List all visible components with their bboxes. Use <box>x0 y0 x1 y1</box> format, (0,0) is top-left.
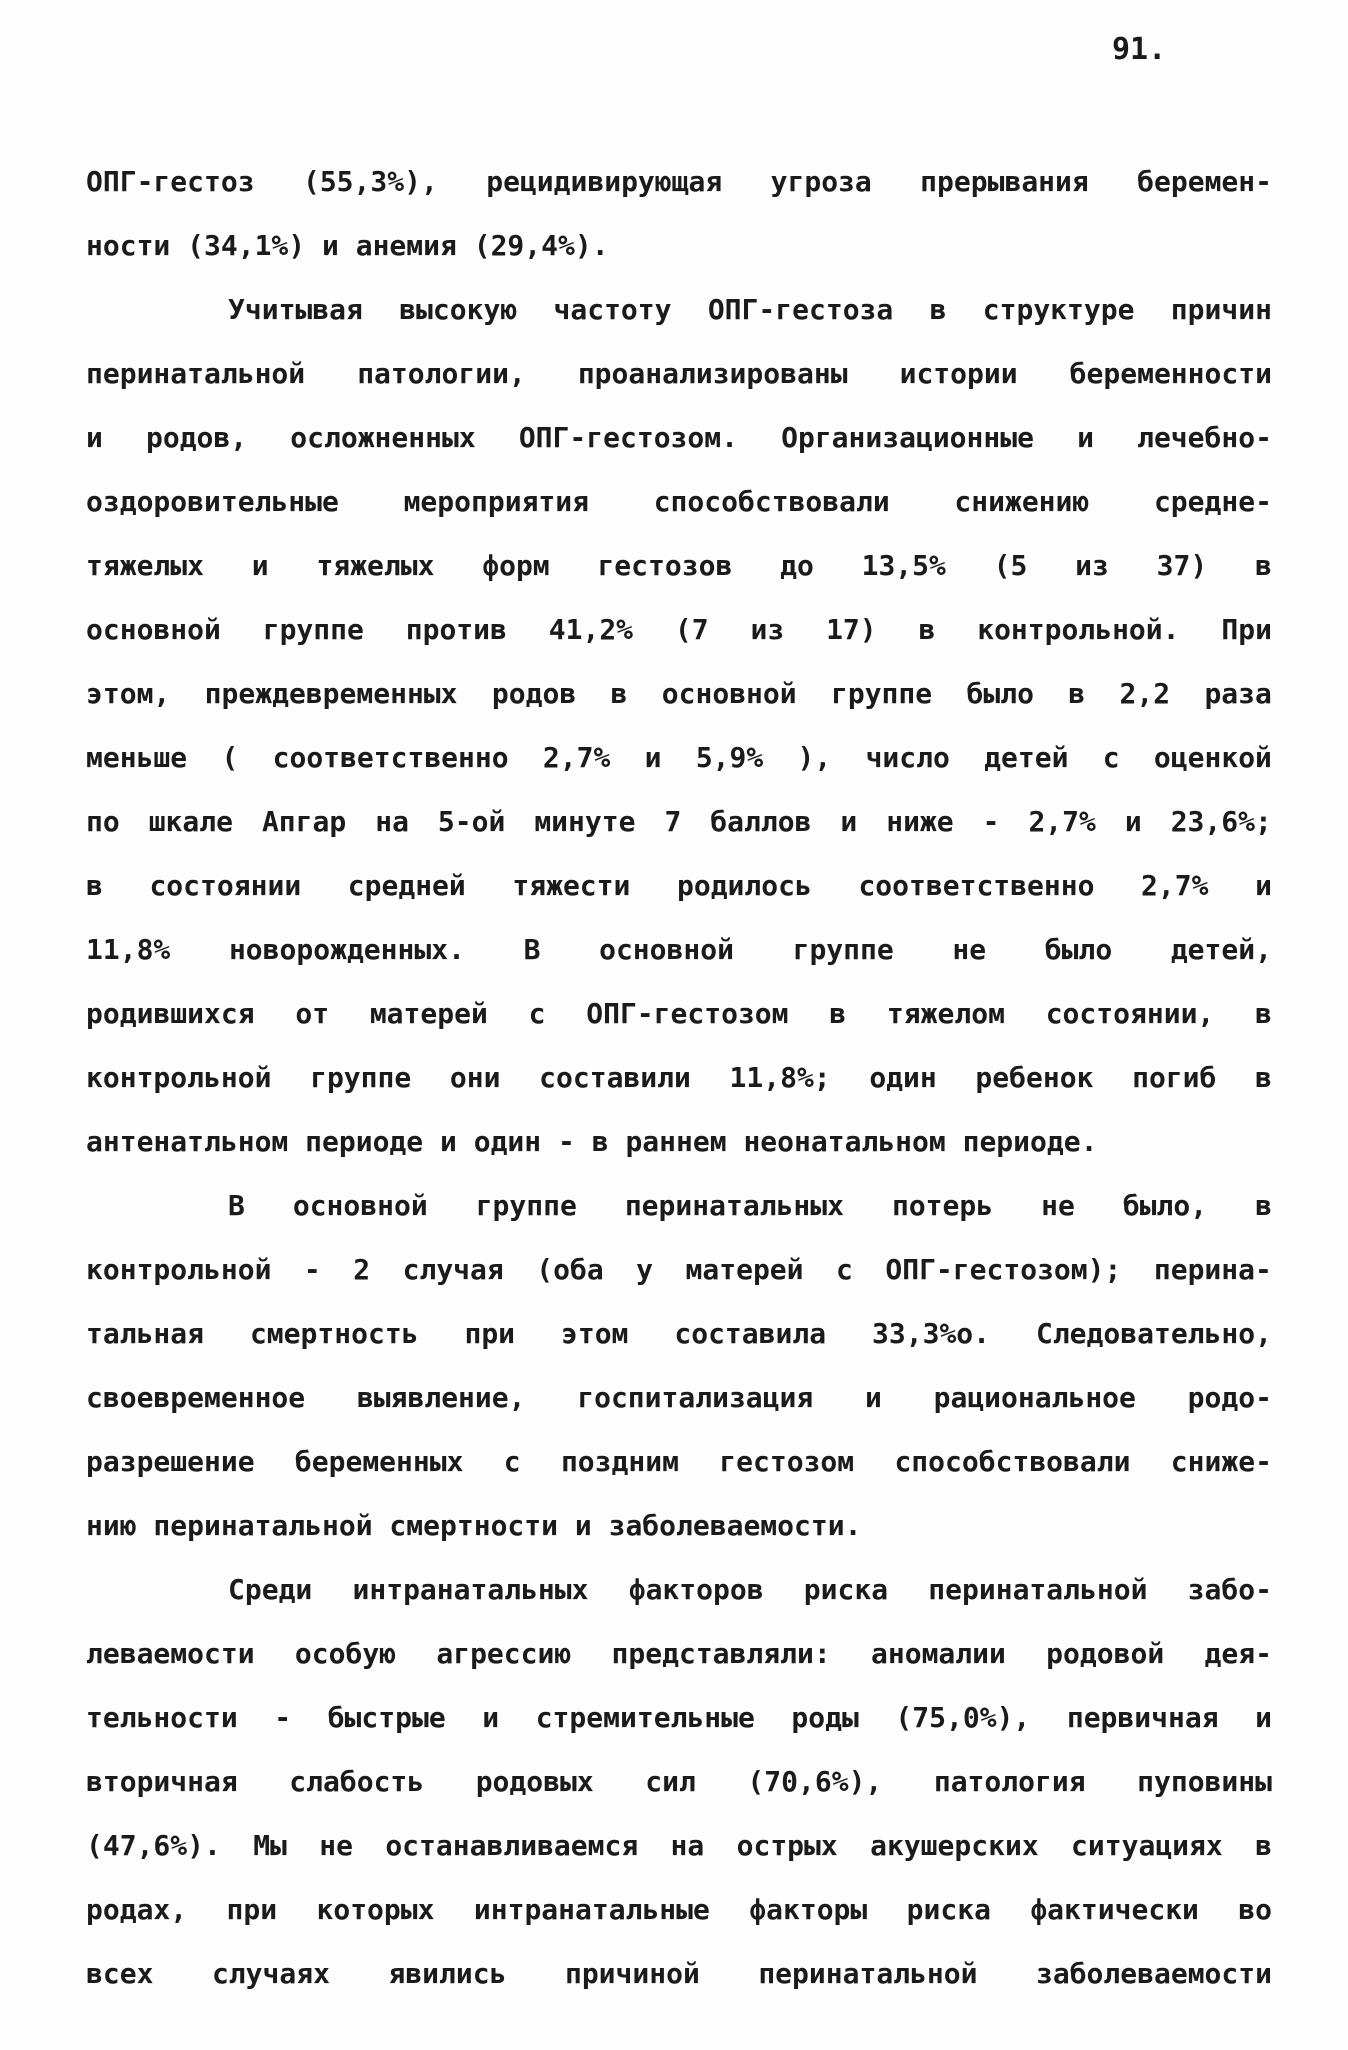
text-line <box>86 470 1272 534</box>
word: стремительные <box>535 1701 755 1734</box>
word: леваемости <box>86 1637 255 1670</box>
word: на <box>375 805 409 838</box>
word: составила <box>674 1317 827 1350</box>
word: число <box>865 741 950 774</box>
word: детей <box>984 741 1069 774</box>
word: группе <box>262 613 364 646</box>
word: тяжелых <box>316 549 435 582</box>
word: (75,0%), <box>895 1701 1031 1734</box>
word: способствовали <box>653 485 890 518</box>
word: с <box>528 997 546 1030</box>
word: в <box>1255 1061 1272 1094</box>
word: ), <box>797 741 832 774</box>
text-line <box>86 278 1272 342</box>
word: острых <box>736 1829 838 1862</box>
word: 2,7% <box>1141 869 1209 902</box>
word: 11,8%; <box>729 1061 831 1094</box>
text-line <box>86 1622 1272 1686</box>
word: Мы <box>253 1829 287 1862</box>
word: - <box>274 1701 292 1734</box>
word: особую <box>294 1637 397 1670</box>
word: мероприятия <box>403 485 589 518</box>
word: выявление, <box>356 1381 526 1414</box>
word: основной <box>661 677 797 710</box>
word: (7 <box>674 613 709 646</box>
word: при <box>226 1893 278 1926</box>
word: интранатальные <box>473 1893 710 1926</box>
text-line <box>86 1558 1272 1622</box>
word: частоту <box>553 293 672 326</box>
word: по <box>86 805 120 838</box>
word: средне- <box>1153 485 1272 518</box>
word: этом, <box>86 677 171 710</box>
word: 17) <box>826 613 877 646</box>
word: родовых <box>475 1765 594 1798</box>
word: угроза <box>770 165 872 198</box>
word: (55,3%), <box>302 165 438 198</box>
word: тальная <box>86 1317 205 1350</box>
word: состоянии <box>149 869 302 902</box>
word: патологии, <box>357 357 526 390</box>
word: сил <box>645 1765 696 1798</box>
word: родившихся <box>86 997 255 1030</box>
word: гестозом <box>719 1445 855 1478</box>
text-line <box>86 1942 1272 2006</box>
word: роды <box>791 1701 859 1734</box>
word: В <box>523 933 541 966</box>
word: родо- <box>1187 1381 1272 1414</box>
word: - <box>982 805 1000 838</box>
text-line <box>86 1750 1272 1814</box>
text-line <box>86 150 1272 214</box>
word: родовой <box>1046 1637 1165 1670</box>
word: Следовательно, <box>1035 1317 1272 1350</box>
text-line <box>86 1430 1272 1494</box>
word: 41,2% <box>548 613 634 646</box>
word: погиб <box>1132 1061 1217 1094</box>
word: форм <box>482 549 550 582</box>
word: - <box>303 1253 321 1286</box>
word: перина- <box>1153 1253 1272 1286</box>
word: перинатальных <box>624 1189 844 1222</box>
word: и <box>482 1701 500 1734</box>
word: минуте <box>534 805 636 838</box>
word: ОПГ-гестозом <box>586 997 789 1030</box>
text-line <box>86 726 1272 790</box>
word: Учитывая <box>228 293 363 326</box>
word: ОПГ-гестоза <box>707 293 894 326</box>
word: 23,6%; <box>1170 805 1272 838</box>
word: рациональное <box>933 1381 1136 1414</box>
word: заболеваемости <box>1035 1957 1272 1990</box>
word: госпитализация <box>577 1381 814 1414</box>
text-line <box>86 1174 1272 1238</box>
text-line <box>86 790 1272 854</box>
word: причин <box>1170 293 1272 326</box>
word: структуре <box>982 293 1135 326</box>
word: перинатальной <box>928 1573 1148 1606</box>
word: группе <box>475 1189 577 1222</box>
word: ОПГ-гестоз <box>86 165 255 198</box>
word: родов, <box>145 421 248 454</box>
word: вторичная <box>86 1765 238 1798</box>
word: 7 <box>664 805 682 838</box>
word: Организационные <box>781 421 1034 454</box>
word: поздним <box>560 1445 679 1478</box>
word: проанализированы <box>577 357 848 390</box>
word: и <box>1255 1701 1272 1734</box>
text-line <box>86 662 1272 726</box>
word: в <box>1068 677 1086 710</box>
word: из <box>1075 549 1109 582</box>
word: не <box>952 933 987 966</box>
word: перинатальной <box>758 1957 978 1990</box>
word: риска <box>803 1573 889 1606</box>
word: преждевременных <box>204 677 458 710</box>
text-line: нию перинатальной смертности и заболеваемости. <box>86 1509 862 1542</box>
word: было, <box>1122 1189 1208 1222</box>
word: группе <box>830 677 933 710</box>
word: причиной <box>564 1957 700 1990</box>
word: фактически <box>1030 1893 1199 1926</box>
word: рецидивирующая <box>486 165 723 198</box>
word: явились <box>388 1957 507 1990</box>
text-line <box>86 1238 1272 1302</box>
word: контрольной <box>86 1253 272 1286</box>
word: Среди <box>228 1573 313 1606</box>
word: 33,3%о. <box>872 1317 991 1350</box>
text-line <box>86 1814 1272 1878</box>
word: факторов <box>628 1573 764 1606</box>
word: сниже- <box>1170 1445 1272 1478</box>
word: риска <box>906 1893 991 1926</box>
word: и <box>251 549 269 582</box>
word: быстрые <box>327 1701 446 1734</box>
word: 2 <box>353 1253 371 1286</box>
text-line <box>86 982 1272 1046</box>
text-line: антенатльном периоде и один - в раннем неонатальном периоде. <box>86 1125 1098 1158</box>
word: дея- <box>1204 1637 1272 1670</box>
word: 11,8% <box>86 933 171 966</box>
word: основной <box>599 933 734 966</box>
word: беремен- <box>1137 165 1272 198</box>
word: меньше <box>86 741 188 774</box>
word: осложненных <box>290 421 476 454</box>
word: первичная <box>1066 1701 1219 1734</box>
word: основной <box>292 1189 428 1222</box>
word: 5,9% <box>695 741 764 774</box>
word: (70,6%), <box>747 1765 883 1798</box>
word: контрольной. <box>977 613 1180 646</box>
word: состоянии, <box>1045 997 1215 1030</box>
word: до <box>780 549 814 582</box>
word: 5-ой <box>437 805 506 838</box>
word: из <box>750 613 785 646</box>
word: В <box>228 1189 245 1222</box>
word: тяжести <box>512 869 631 902</box>
word: высокую <box>399 293 518 326</box>
word: у <box>636 1253 654 1286</box>
word: ОПГ-гестозом. <box>518 421 738 454</box>
word: пуповины <box>1137 1765 1272 1798</box>
word: родах, <box>86 1893 188 1926</box>
word: акушерских <box>870 1829 1039 1862</box>
word: тяжелых <box>86 549 205 582</box>
word: баллов <box>710 805 812 838</box>
text-line <box>86 854 1272 918</box>
word: ( <box>221 741 239 774</box>
word: в <box>918 613 936 646</box>
word: (оба <box>536 1253 604 1286</box>
word: контрольной <box>86 1061 272 1094</box>
text-line <box>86 1302 1272 1366</box>
word: ребенок <box>975 1061 1094 1094</box>
word: всех <box>86 1957 154 1990</box>
word: группе <box>310 1061 412 1094</box>
word: тяжелом <box>886 997 1005 1030</box>
word: на <box>670 1829 705 1862</box>
word: и <box>1124 805 1142 838</box>
word: слабость <box>289 1765 425 1798</box>
word: в <box>1255 997 1272 1030</box>
word: перинатальной <box>86 357 306 390</box>
word: в <box>1255 549 1272 582</box>
word: и <box>86 421 103 454</box>
word: факторы <box>749 1893 868 1926</box>
word: интранатальных <box>352 1573 589 1606</box>
word: соответственно <box>858 869 1095 902</box>
word: 37) <box>1156 549 1208 582</box>
word: детей, <box>1170 933 1272 966</box>
word: было <box>1044 933 1113 966</box>
word: средней <box>347 869 466 902</box>
word: лечебно- <box>1137 421 1272 454</box>
word: ОПГ-гестозом); <box>885 1253 1122 1286</box>
word: 2,7% <box>1028 805 1096 838</box>
word: матерей <box>685 1253 804 1286</box>
word: гестозов <box>597 549 733 582</box>
word: 2,7% <box>542 741 611 774</box>
word: 13,5% <box>861 549 946 582</box>
word: и <box>840 805 858 838</box>
word: способствовали <box>894 1445 1131 1478</box>
text-line <box>86 1686 1272 1750</box>
word: агрессию <box>436 1637 572 1670</box>
word: этом <box>560 1317 629 1350</box>
word: составили <box>539 1061 691 1094</box>
word: останавливаемся <box>385 1829 639 1862</box>
word: раза <box>1204 677 1272 710</box>
word: разрешение <box>86 1445 255 1478</box>
word: и <box>644 741 662 774</box>
word: в <box>610 677 628 710</box>
word: в <box>1255 1829 1272 1862</box>
word: не <box>319 1829 353 1862</box>
word: не <box>1041 1189 1075 1222</box>
text-line: ности (34,1%) и анемия (29,4%). <box>86 229 609 262</box>
word: снижению <box>954 485 1090 518</box>
word: и <box>1255 869 1272 902</box>
word: оздоровительные <box>86 485 339 518</box>
word: в <box>829 997 847 1030</box>
word: основной <box>86 613 221 646</box>
word: патология <box>933 1765 1086 1798</box>
word: группе <box>792 933 894 966</box>
word: с <box>1102 741 1120 774</box>
word: родилось <box>676 869 812 902</box>
word: случаях <box>211 1957 330 1990</box>
word: своевременное <box>86 1381 306 1414</box>
word: беременных <box>294 1445 464 1478</box>
word: новорожденных. <box>228 933 465 966</box>
word: один <box>869 1061 937 1094</box>
word: с <box>503 1445 521 1478</box>
word: представляли: <box>611 1637 831 1670</box>
word: (47,6%). <box>86 1829 221 1862</box>
word: было <box>966 677 1034 710</box>
word: оценкой <box>1153 741 1272 774</box>
text-line <box>86 534 1272 598</box>
text-line <box>86 1046 1272 1110</box>
word: и <box>1077 421 1094 454</box>
word: аномалии <box>871 1637 1006 1670</box>
word: которых <box>316 1893 435 1926</box>
word: в <box>929 293 947 326</box>
text-line <box>86 598 1272 662</box>
word: во <box>1238 1893 1272 1926</box>
word: родов <box>491 677 577 710</box>
word: от <box>295 997 330 1030</box>
word: против <box>405 613 507 646</box>
text-line <box>86 918 1272 982</box>
word: беременности <box>1069 357 1272 390</box>
page-number: 91. <box>1112 32 1167 67</box>
word: 2,2 <box>1119 677 1171 710</box>
text-line <box>86 1366 1272 1430</box>
word: забо- <box>1187 1573 1272 1606</box>
word: случая <box>402 1253 504 1286</box>
body-text <box>86 150 1272 2006</box>
text-line <box>86 1878 1272 1942</box>
word: с <box>836 1253 853 1286</box>
word: и <box>865 1381 882 1414</box>
text-line <box>86 406 1272 470</box>
word: ситуациях <box>1071 1829 1223 1862</box>
word: в <box>86 869 103 902</box>
word: прерывания <box>920 165 1089 198</box>
word: ниже <box>886 805 954 838</box>
word: они <box>449 1061 501 1094</box>
word: истории <box>899 357 1018 390</box>
word: (5 <box>993 549 1028 582</box>
text-line <box>86 342 1272 406</box>
word: соответственно <box>272 741 509 774</box>
word: матерей <box>369 997 488 1030</box>
word: шкале <box>148 805 233 838</box>
word: тельности <box>86 1701 238 1734</box>
word: смертность <box>249 1317 419 1350</box>
word: в <box>1255 1189 1272 1222</box>
word: при <box>464 1317 516 1350</box>
word: При <box>1221 613 1272 646</box>
word: Апгар <box>261 805 347 838</box>
word: потерь <box>891 1189 994 1222</box>
